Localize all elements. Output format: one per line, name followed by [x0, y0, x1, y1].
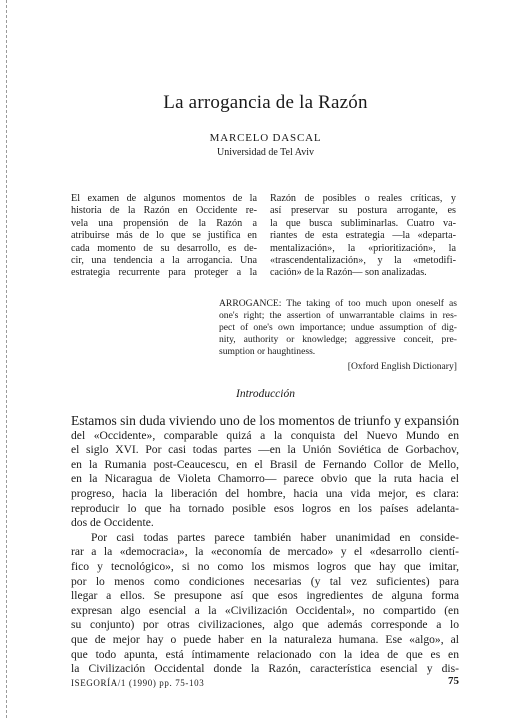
abstract-line: riantes de esta estrategia —la «departa- — [270, 230, 456, 242]
abstract-line: mentalización», la «prioritización», la — [270, 242, 456, 254]
body-line: llegar a ellos. Se presupone así que esos ingredientes de alguna forma — [71, 589, 459, 603]
abstract-line: cación» de la Razón— son analizadas. — [270, 267, 427, 279]
body-line: rar a la «democracia», la «economía de mercado» y el «desarrollo cientí- — [71, 545, 459, 559]
body-line: progreso, hacia la liberación del hombre, hacia una vida mejor, es clara: — [71, 486, 459, 500]
body-line: dos de Occidente. — [71, 516, 154, 530]
body-line: la Civilización Occidental donde la Razón, característica esencial y dis- — [71, 662, 459, 676]
abstract-line: «trascendentalización», y la «metodifi- — [270, 255, 456, 267]
abstract-line: atribuirse más de lo que se justifica en — [71, 230, 257, 242]
body-line: fico y tecnológico», si no como los mismos logros que hay que imitar, — [71, 559, 459, 573]
epigraph-line: ARROGANCE: The taking of too much upon oneself as — [219, 298, 457, 309]
body-line: su conjunto) por otras civilizaciones, algo que además corresponde a lo — [71, 618, 459, 632]
article-author: MARCELO DASCAL — [209, 132, 322, 144]
body-line: del «Occidente», comparable quizá a la conquista del Nuevo Mundo en — [71, 428, 459, 442]
page-number: 75 — [448, 675, 459, 687]
body-text — [71, 414, 459, 677]
body-line: el siglo XVI. Por casi todas partes —en la Unión Soviética de Gorbachov, — [71, 443, 459, 457]
abstract-line: historia de la Razón en Occidente re- — [71, 205, 257, 217]
abstract-line: cir, una tendencia a la arrogancia. Una — [71, 255, 257, 267]
body-line: Por casi todas partes parece también haber unanimidad en conside- — [91, 530, 459, 544]
abstract-line: Razón de posibles o reales críticas, y — [270, 193, 456, 204]
epigraph-source: [Oxford English Dictionary] — [347, 361, 457, 372]
body-line: en la Nicaragua de Violeta Chamorro— parece obvio que la ruta hacia el — [71, 472, 459, 486]
body-line: por lo menos como condiciones necesarias (y tal vez suficientes) para — [71, 574, 459, 588]
author-affiliation: Universidad de Tel Aviv — [217, 147, 314, 158]
body-line: que todo apunta, está íntimamente relacionado con la idea de que es en — [71, 647, 459, 661]
abstract-line: cada momento de su desarrollo, es de- — [71, 242, 257, 254]
abstract-line: El examen de algunos momentos de la — [71, 193, 257, 204]
abstract-line: así preservar su postura arrogante, es — [270, 205, 456, 217]
journal-citation: ISEGORÍA/1 (1990) pp. 75-103 — [71, 678, 205, 688]
epigraph-line: nity, authority or knowledge; aggressive conceit, pre- — [219, 334, 457, 346]
epigraph-line: pect of one's own importance; undue assumption of dig- — [219, 322, 457, 334]
body-line: expresan algo esencial a la «Civilización Occidental», no compartido (en — [71, 603, 459, 617]
abstract-line: vela una propensión de la Razón a — [71, 217, 257, 229]
article-title: La arrogancia de la Razón — [163, 92, 368, 113]
body-line: en la Rumania post-Ceaucescu, en el Brasil de Fernando Collor de Mello, — [71, 457, 459, 471]
epigraph — [219, 298, 457, 358]
body-line: Estamos sin duda viviendo uno de los momentos de triunfo y expansión — [71, 413, 460, 428]
epigraph-line: sumption or haughtiness. — [219, 346, 316, 358]
abstract-line: estrategia recurrente para proteger a la — [71, 267, 257, 279]
abstract-left-column — [71, 193, 257, 280]
body-line: que de mejor hay o puede haber en la naturaleza humana. Ese «algo», al — [71, 632, 459, 646]
abstract-line: la que busca subliminarlas. Cuatro va- — [270, 217, 456, 229]
abstract-right-column — [270, 193, 456, 280]
section-heading: Introducción — [236, 388, 295, 400]
epigraph-line: one's right; the assertion of unwarrantable claims in res- — [219, 310, 457, 322]
body-line: reproducir lo que ha tornado posible esos logros en los países adelanta- — [71, 501, 459, 515]
